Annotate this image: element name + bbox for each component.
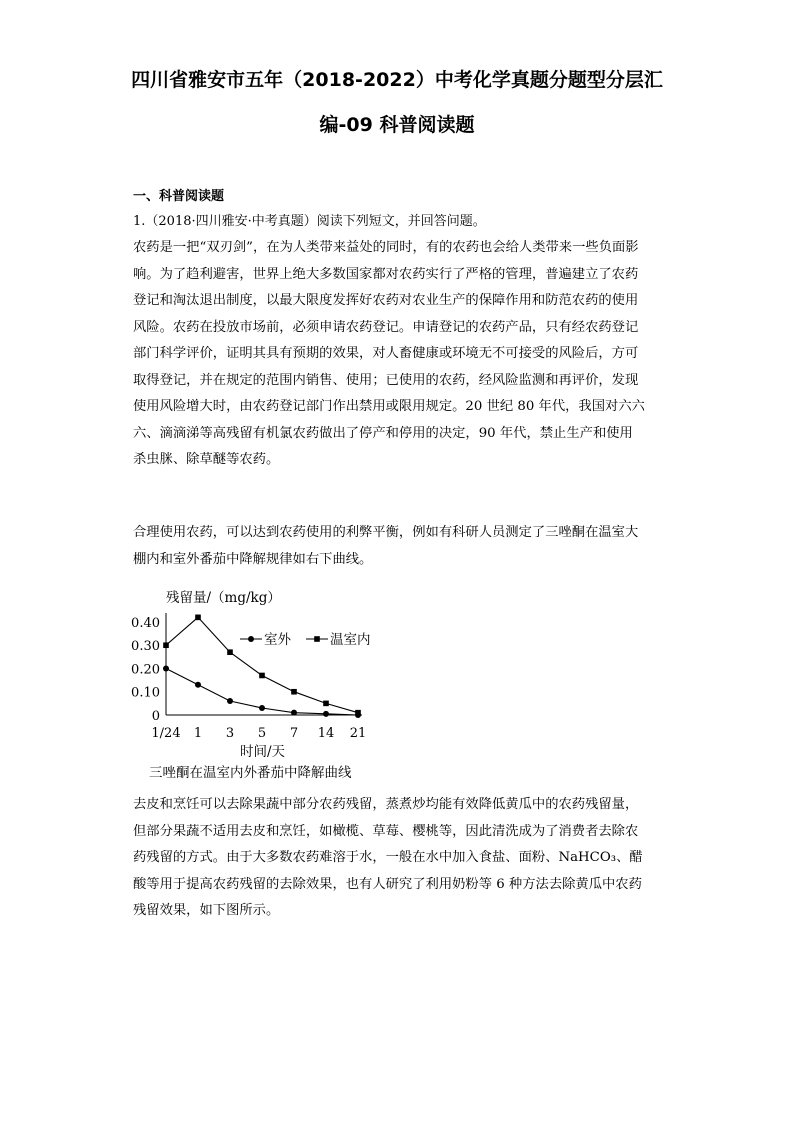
text-line: 合理使用农药，可以达到农药使用的利弊平衡，例如有科研人员测定了三唑酮在温室大 (133, 525, 639, 540)
text-line: 杀虫脒、除草醚等农药。 (133, 452, 280, 467)
y-tick-label: 0.30 (131, 639, 160, 655)
x-tick-label: 1/24 (151, 726, 181, 741)
data-point-greenhouse (227, 649, 233, 655)
x-tick-label: 7 (289, 726, 299, 741)
x-tick-label: 21 (349, 726, 367, 741)
text-line: 六、滴滴涕等高残留有机氯农药做出了停产和停用的决定，90 年代，禁止生产和使用 (133, 425, 633, 441)
y-tick-label: 0.10 (131, 685, 160, 701)
question-header: 1.（2018·四川雅安·中考真题）阅读下列短文，并回答问题。 (133, 214, 486, 229)
y-tick-label: 0 (151, 709, 160, 724)
chart-caption: 三唑酮在温室内外番茄中降解曲线 (149, 765, 352, 781)
text-line: 部门科学评价，证明其具有预期的效果，对人畜健康或环境无不可接受的风险后，方可 (133, 346, 639, 361)
text-line: 去皮和烹饪可以去除果蔬中部分农药残留，蒸煮炒均能有效降低黄瓜中的农药残留量， (133, 797, 639, 812)
x-tick-label: 5 (257, 726, 267, 741)
legend-marker-outdoor (248, 636, 254, 642)
data-point-greenhouse (195, 615, 201, 621)
data-point-outdoor (227, 698, 233, 704)
y-tick-labels (131, 616, 160, 724)
text-line: 取得登记，并在规定的范围内销售、使用；已使用的农药，经风险监测和再评价，发现 (133, 372, 639, 388)
data-point-outdoor (259, 705, 265, 711)
degradation-chart (130, 585, 390, 757)
data-point-outdoor (323, 711, 329, 717)
text-line: 农药是一把“双刃剑”，在为人类带来益处的同时，有的农药也会给人类带来一些负面影 (133, 240, 639, 255)
text-line: 使用风险增大时，由农药登记部门作出禁用或限用规定。20 世纪 80 年代，我国对六六 (133, 399, 645, 414)
data-point-greenhouse (323, 701, 329, 707)
y-tick-label: 0.20 (131, 662, 160, 678)
section-heading: 一、科普阅读题 (133, 189, 225, 204)
x-tick-label: 14 (317, 726, 335, 741)
data-point-outdoor (163, 665, 169, 671)
x-tick-label: 1 (193, 726, 203, 741)
chart-legend (240, 631, 371, 648)
text-line: 登记和淘汰退出制度，以最大限度发挥好农药对农业生产的保障作用和防范农药的使用 (133, 293, 639, 308)
text-line: 酸等用于提高农药残留的去除效果，也有人研究了利用奶粉等 6 种方法去除黄瓜中农药 (133, 876, 642, 892)
data-point-outdoor (195, 682, 201, 688)
text-line: 残留效果，如下图所示。 (133, 903, 280, 918)
y-axis-label: 残留量/（mg/kg） (166, 590, 281, 606)
data-point-greenhouse (163, 642, 169, 648)
data-point-greenhouse (291, 689, 297, 695)
paragraph-2 (133, 520, 678, 573)
text-line: 但部分果蔬不适用去皮和烹饪，如橄榄、草莓、樱桃等，因此清洗成为了消费者去除农 (133, 823, 639, 839)
text-line: 药残留的方式。由于大多数农药难溶于水，一般在水中加入食盐、面粉、NaHCO₃、醋 (133, 850, 643, 865)
paragraph-1 (133, 235, 678, 474)
legend-label-greenhouse: 温室内 (330, 632, 371, 648)
chart-axes (166, 613, 362, 715)
data-point-greenhouse (355, 710, 361, 716)
legend-marker-greenhouse (314, 636, 320, 642)
legend-label-outdoor: 室外 (264, 632, 291, 648)
document-title-line2: 编-09 科普阅读题 (319, 114, 475, 136)
document-title-line1: 四川省雅安市五年（2018-2022）中考化学真题分题型分层汇 (131, 69, 663, 91)
x-tick-label: 3 (225, 726, 235, 741)
series-lines (163, 615, 361, 718)
data-point-greenhouse (259, 673, 265, 679)
text-line: 棚内和室外番茄中降解规律如右下曲线。 (133, 551, 373, 567)
y-tick-label: 0.40 (131, 615, 160, 631)
x-tick-labels (151, 726, 366, 741)
text-line: 响。为了趋利避害，世界上绝大多数国家都对农药实行了严格的管理，普遍建立了农药 (133, 266, 639, 282)
data-point-outdoor (291, 710, 297, 716)
x-axis-label: 时间/天 (240, 744, 286, 757)
paragraph-3 (133, 792, 678, 925)
text-line: 风险。农药在投放市场前，必须申请农药登记。申请登记的农药产品，只有经农药登记 (133, 319, 639, 335)
